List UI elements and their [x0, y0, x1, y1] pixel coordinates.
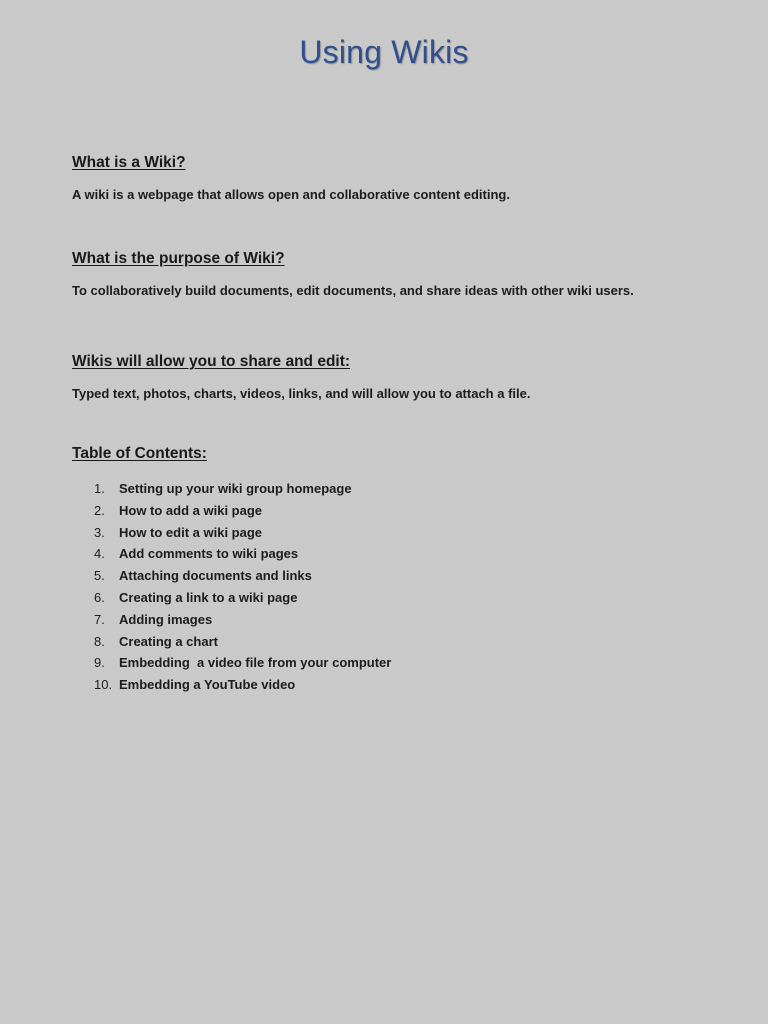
section-heading-purpose: What is the purpose of Wiki?: [72, 250, 285, 267]
toc-item-text: Embedding a video file from your computer: [119, 655, 392, 671]
page-title: Using Wikis: [299, 34, 469, 70]
toc-item-text: How to edit a wiki page: [119, 524, 263, 540]
toc-item: [72, 631, 391, 653]
toc-item: [72, 652, 391, 674]
toc-item: [72, 565, 391, 587]
toc-item-number: 7.: [94, 611, 105, 627]
toc-item-number: 4.: [94, 546, 105, 562]
toc-item-text: Creating a link to a wiki page: [119, 589, 298, 605]
toc-item-number: 5.: [94, 568, 105, 584]
toc-item: [72, 522, 391, 544]
toc-item-number: 1.: [94, 481, 105, 496]
section-body-what-is-wiki: A wiki is a webpage that allows open and collaborative content editing.: [72, 187, 510, 202]
toc-item-text: Creating a chart: [119, 633, 218, 649]
section-body-purpose: To collaboratively build documents, edit documents, and share ideas with other wiki users.: [72, 283, 634, 298]
table-of-contents: [72, 478, 391, 696]
section-heading-share-edit: Wikis will allow you to share and edit:: [72, 353, 351, 370]
toc-item-text: Add comments to wiki pages: [119, 546, 299, 562]
toc-item-number: 10.: [94, 677, 113, 693]
section-heading-what-is-wiki: What is a Wiki?: [72, 154, 186, 171]
toc-item: [72, 500, 391, 522]
toc-item-text: Embedding a YouTube video: [119, 677, 296, 693]
section-body-share-edit: Typed text, photos, charts, videos, links, and will allow you to attach a file.: [72, 386, 531, 401]
toc-item-text: Adding images: [119, 611, 213, 627]
toc-item-text: Attaching documents and links: [119, 568, 312, 584]
toc-item: [72, 543, 391, 565]
toc-item-number: 8.: [94, 633, 105, 649]
toc-item-text: Setting up your wiki group homepage: [119, 481, 352, 496]
toc-item-text: How to add a wiki page: [119, 502, 263, 518]
toc-item: [72, 609, 391, 631]
toc-item-number: 9.: [94, 655, 105, 671]
toc-item: [72, 587, 391, 609]
toc-item: [72, 478, 391, 500]
toc-item-number: 2.: [94, 502, 105, 518]
toc-item-number: 6.: [94, 589, 105, 605]
toc-heading: Table of Contents:: [72, 445, 207, 462]
toc-item: [72, 674, 391, 696]
toc-item-number: 3.: [94, 524, 105, 540]
